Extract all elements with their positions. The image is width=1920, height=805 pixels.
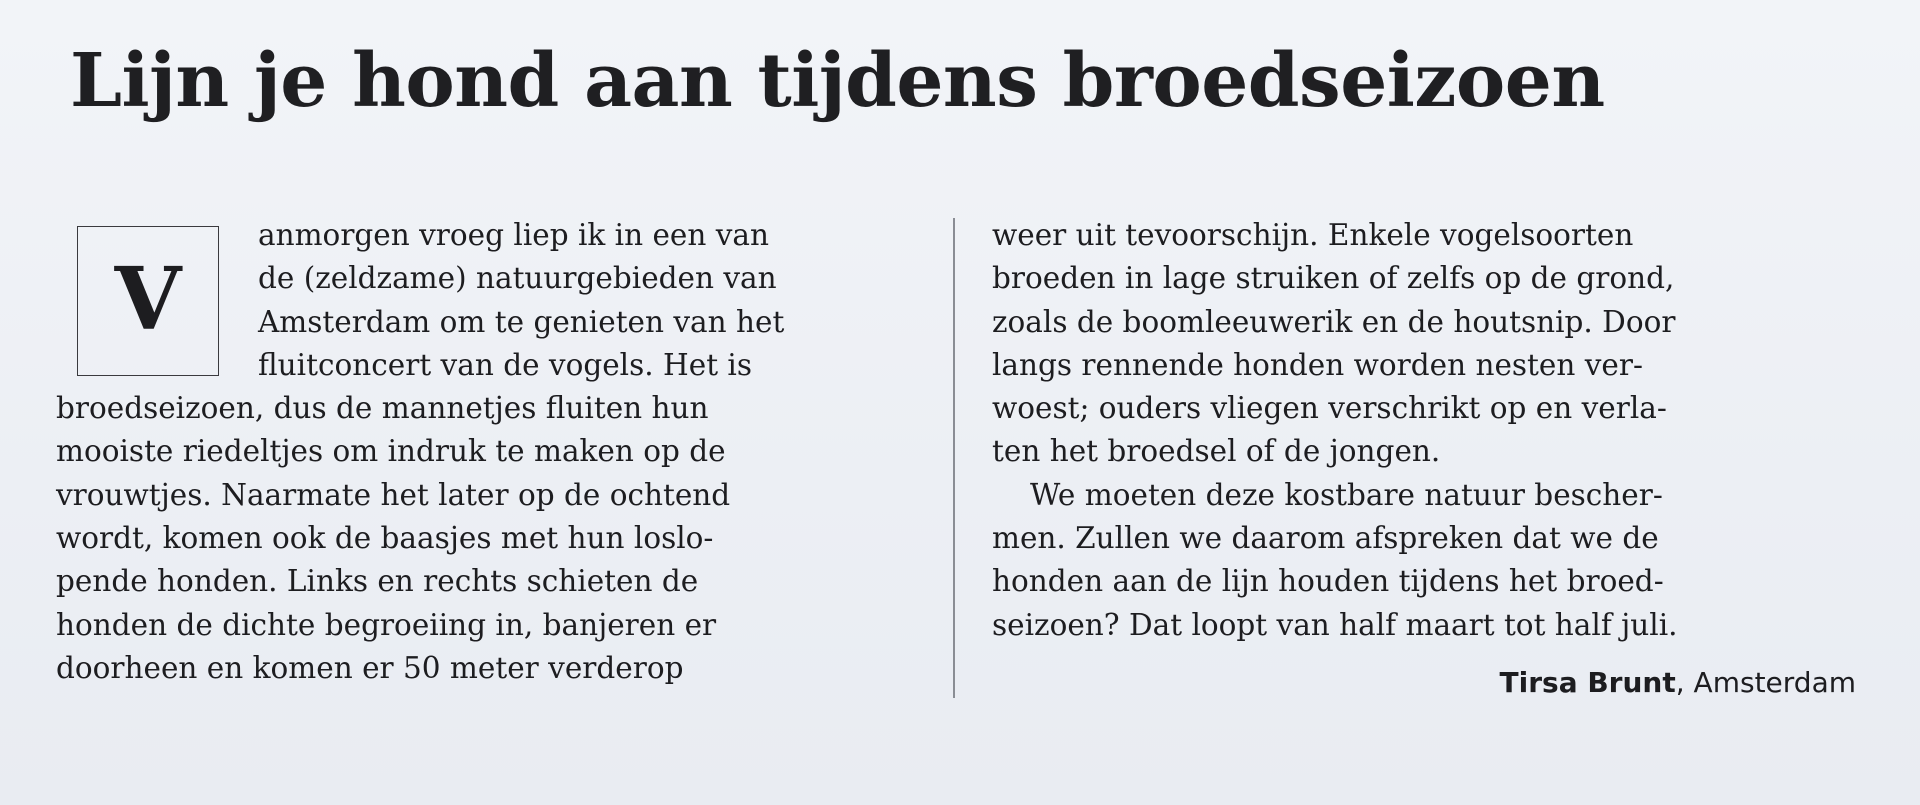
body-line: pende honden. Links en rechts schieten de — [56, 564, 699, 599]
body-line: broedseizoen, dus de mannetjes fluiten hun — [56, 391, 709, 426]
body-line: fluitconcert van de vogels. Het is — [258, 347, 752, 382]
article-headline: Lijn je hond aan tijdens broedseizoen — [70, 38, 1605, 124]
body-line: ten het broedsel of de jongen. — [992, 434, 1441, 469]
author-separator: , — [1675, 666, 1694, 699]
body-line: honden aan de lijn houden tijdens het broed- — [992, 564, 1664, 599]
body-line: woest; ouders vliegen verschrikt op en verla- — [992, 391, 1667, 426]
body-line: anmorgen vroeg liep ik in een van — [258, 218, 770, 252]
author-city: Amsterdam — [1693, 666, 1856, 699]
body-line: zoals de boomleeuwerik en de houtsnip. Door — [992, 304, 1676, 339]
column-divider — [953, 218, 955, 698]
body-line: vrouwtjes. Naarmate het later op de ochtend — [56, 477, 731, 512]
body-line: langs rennende honden worden nesten ver- — [992, 347, 1643, 382]
body-line: weer uit tevoorschijn. Enkele vogelsoorten — [992, 218, 1634, 252]
body-line: broeden in lage struiken of zelfs op de grond, — [992, 261, 1675, 296]
body-line: wordt, komen ook de baasjes met hun loslo- — [56, 521, 714, 556]
body-line: doorheen en komen er 50 meter verderop — [56, 650, 684, 685]
author-signature — [1500, 666, 1856, 699]
body-line: We moeten deze kostbare natuur bescher- — [1030, 477, 1663, 512]
body-line: Amsterdam om te genieten van het — [258, 304, 785, 339]
body-line: honden de dichte begroeiing in, banjeren er — [56, 607, 717, 642]
author-name: Tirsa Brunt — [1499, 666, 1676, 699]
right-column — [992, 214, 1862, 647]
body-line: men. Zullen we daarom afspreken dat we de — [992, 521, 1659, 556]
left-column — [56, 214, 926, 690]
drop-cap-letter: V — [114, 249, 182, 350]
body-line: de (zeldzame) natuurgebieden van — [258, 261, 777, 296]
body-line: seizoen? Dat loopt van half maart tot half juli. — [992, 607, 1678, 642]
body-line: mooiste riedeltjes om indruk te maken op de — [56, 434, 726, 469]
